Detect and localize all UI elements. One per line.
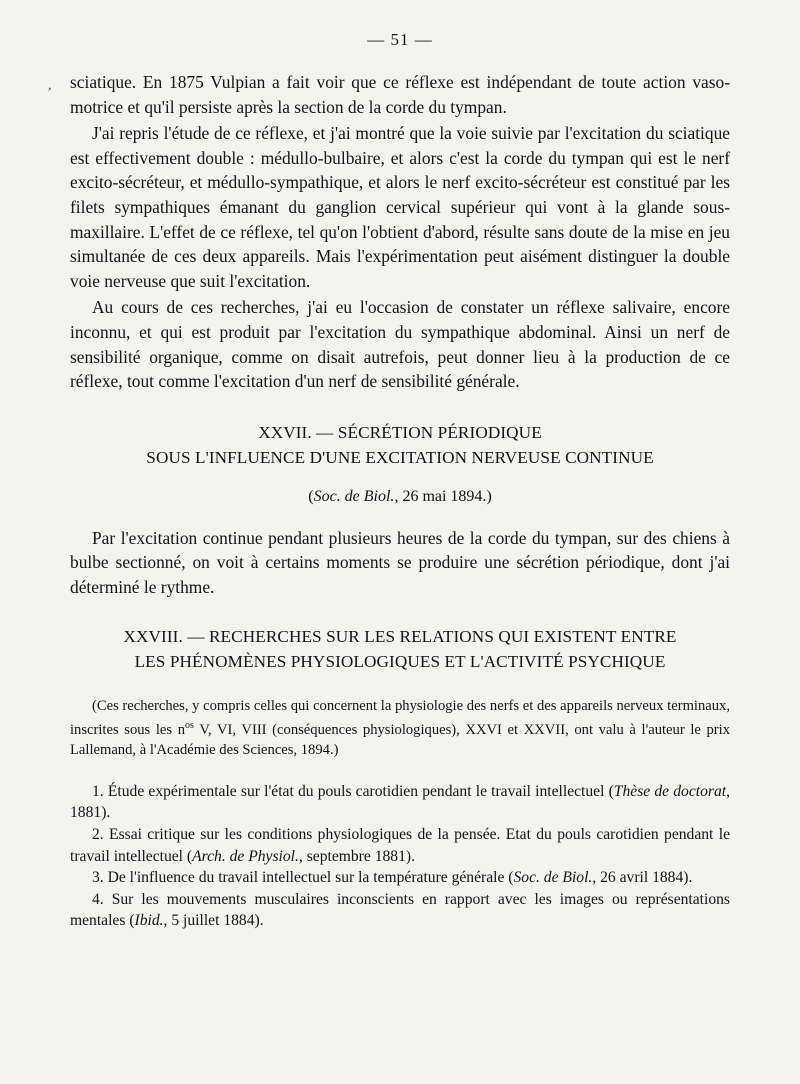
list-item <box>70 867 730 889</box>
list-item <box>70 889 730 932</box>
note-part2: V, VI, VIII (conséquences physiologiques), XXVI et XXVII, ont valu à l'auteur le prix Lallemand, à l'Académie des Sciences, 1894.) <box>70 721 730 759</box>
document-page <box>70 30 730 932</box>
section-28-heading <box>70 624 730 674</box>
list-item-text: 3. De l'influence du travail intellectuel sur la température générale ( <box>92 869 514 887</box>
citation-journal: Soc. de Biol. <box>313 487 395 505</box>
list-item <box>70 781 730 824</box>
list-item-ref: Arch. de Physiol. <box>192 847 299 865</box>
list-item-tail: , 26 avril 1884). <box>592 869 693 887</box>
section-27-heading <box>70 420 730 470</box>
section-27-heading-line1: XXVII. — SÉCRÉTION PÉRIODIQUE <box>258 422 542 442</box>
page-number: — 51 — <box>367 30 433 49</box>
list-item-ref: Soc. de Biol. <box>513 869 593 887</box>
list-item-tail: , septembre 1881). <box>298 847 415 865</box>
section-27-body: Par l'excitation continue pendant plusieurs heures de la corde du tympan, sur des chiens à bulbe sectionné, on voit à certains moments se produire une sécrétion périodique, dont j'ai déterminé le rythme. <box>70 527 730 597</box>
paragraph-salivary-reflex: Au cours de ces recherches, j'ai eu l'occasion de constater un réflexe salivaire, encore inconnu, et qui est produit par l'excitation du sympathique abdominal. Ainsi un nerf de sensibilité organique, comme on disait autrefois, peut donner lieu à la production de ce réflexe, tout comme l'excitation d'un nerf de sensibilité générale. <box>70 297 730 392</box>
paragraph-continuation: sciatique. En 1875 Vulpian a fait voir que ce réflexe est indépendant de toute action vaso-motrice et qu'il persiste après la section de la corde du tympan. <box>70 72 730 117</box>
list-item-text: 1. Étude expérimentale sur l'état du pouls carotidien pendant le travail intellectuel ( <box>92 782 614 800</box>
list-item-tail: , 5 juillet 1884). <box>163 912 264 930</box>
paragraph-reflex-study: J'ai repris l'étude de ce réflexe, et j'ai montré que la voie suivie par l'excitation du sciatique est effectivement double : médullo-bulbaire, et alors c'est la corde du tympan qui est le nerf excito-sécréteur, et médullo-sympathique, et alors le nerf excito-sécréteur est constitué par les filets sympathiques émanant du ganglion cervical supérieur qui vont à la glande sous-maxillaire. L'effet de ce réflexe, tel qu'on l'obtient d'abord, résulte sans doute de la mise en jeu simultanée de ces deux appareils. Mais l'expérimentation peut aisément distinguer la double voie nerveuse que suit l'excitation. <box>70 123 730 291</box>
section-28-heading-line1: XXVIII. — RECHERCHES SUR LES RELATIONS QUI EXISTENT ENTRE <box>123 626 677 646</box>
note-superscript: os <box>185 720 194 731</box>
list-item-text: 4. Sur les mouvements musculaires inconscients en rapport avec les images ou représentations mentales ( <box>70 890 730 930</box>
section-27-citation: (Soc. de Biol., 26 mai 1894.) <box>308 487 492 505</box>
list-item <box>70 824 730 867</box>
list-item-tail: , 1881). <box>70 782 730 822</box>
margin-mark: , <box>48 78 52 93</box>
list-item-ref: Thèse de doctorat <box>613 782 727 800</box>
list-item-text: 2. Essai critique sur les conditions physiologiques de la pensée. Etat du pouls carotidien pendant le travail intellectuel ( <box>70 826 730 865</box>
list-item-ref: Ibid. <box>134 912 164 930</box>
section-28-heading-line2: LES PHÉNOMÈNES PHYSIOLOGIQUES ET L'ACTIVITÉ PSYCHIQUE <box>134 651 666 671</box>
citation-date: , 26 mai 1894. <box>394 487 487 505</box>
note-part1: (Ces recherches, y compris celles qui concernent la physiologie des nerfs et des appareils nerveux terminaux, inscrites sous les n <box>70 697 730 738</box>
section-27-heading-line2: SOUS L'INFLUENCE D'UNE EXCITATION NERVEUSE CONTINUE <box>146 447 654 467</box>
section-28-note <box>70 696 730 761</box>
